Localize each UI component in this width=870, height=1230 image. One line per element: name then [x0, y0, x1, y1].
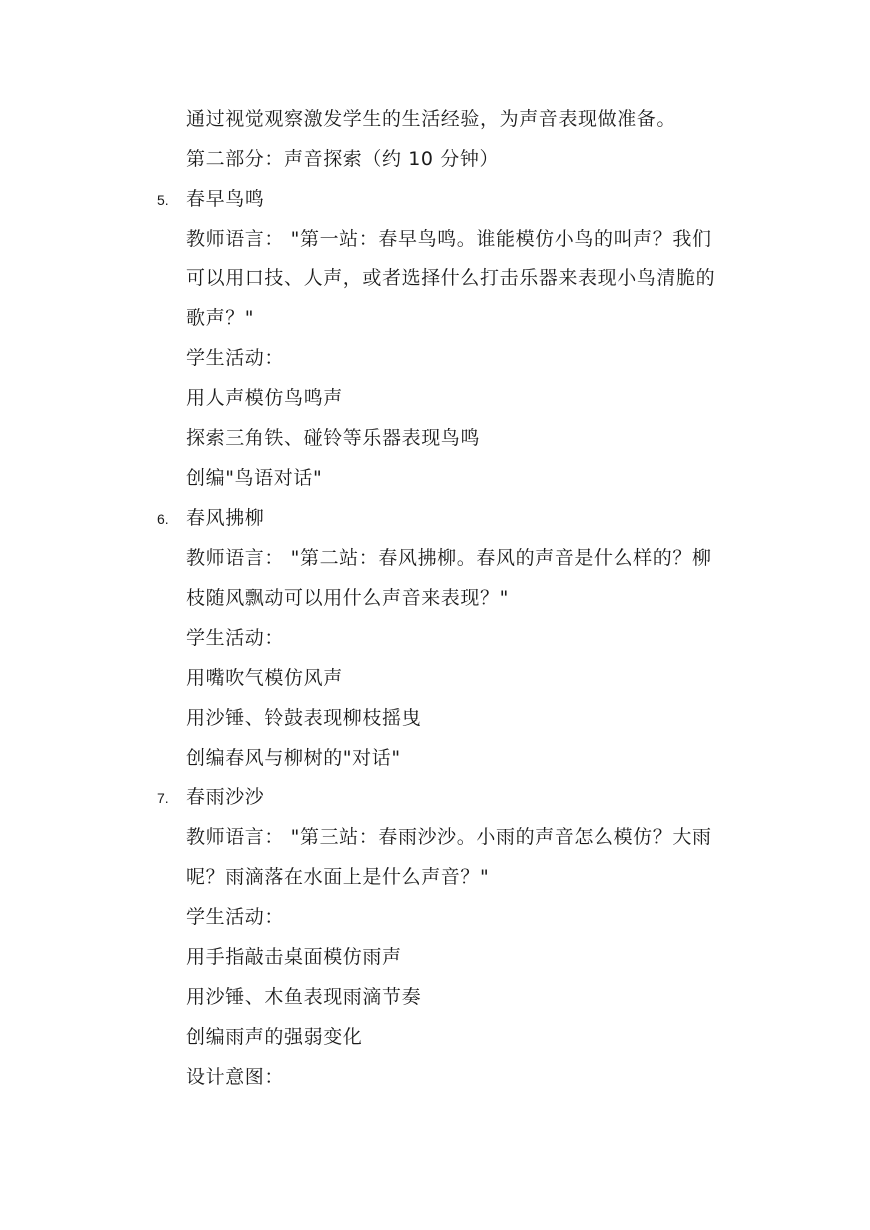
teacher-speech-line: 歌声？": [186, 307, 255, 329]
teacher-speech-line: 教师语言： "第一站：春早鸟鸣。谁能模仿小鸟的叫声？我们: [186, 228, 712, 250]
activity-item: 用人声模仿鸟鸣声: [186, 387, 343, 409]
student-activity-label: 学生活动：: [186, 347, 285, 369]
list-number: 6.: [157, 511, 169, 527]
activity-item: 创编"鸟语对话": [186, 467, 323, 489]
activity-item: 用手指敲击桌面模仿雨声: [186, 946, 402, 968]
activity-item: 用沙锤、铃鼓表现柳枝摇曳: [186, 707, 422, 729]
teacher-speech-line: 枝随风飘动可以用什么声音来表现？": [186, 587, 509, 609]
student-activity-label: 学生活动：: [186, 627, 285, 649]
part-two-heading: 第二部分：声音探索（约 10 分钟）: [186, 148, 500, 170]
activity-item: 创编春风与柳树的"对话": [186, 747, 401, 769]
teacher-speech-line: 呢？雨滴落在水面上是什么声音？": [186, 866, 490, 888]
teacher-speech-line: 教师语言： "第三站：春雨沙沙。小雨的声音怎么模仿？大雨: [186, 826, 712, 848]
student-activity-label: 学生活动：: [186, 906, 285, 928]
activity-item: 用沙锤、木鱼表现雨滴节奏: [186, 986, 422, 1008]
intro-line: 通过视觉观察激发学生的生活经验，为声音表现做准备。: [186, 108, 677, 130]
section-title: 春雨沙沙: [186, 786, 265, 808]
teacher-speech-line: 教师语言： "第二站：春风拂柳。春风的声音是什么样的？柳: [186, 547, 712, 569]
list-number: 5.: [157, 192, 169, 208]
section-title: 春早鸟鸣: [186, 188, 265, 210]
activity-item: 创编雨声的强弱变化: [186, 1026, 363, 1048]
section-title: 春风拂柳: [186, 507, 265, 529]
activity-item: 探索三角铁、碰铃等乐器表现鸟鸣: [186, 427, 481, 449]
activity-item: 用嘴吹气模仿风声: [186, 667, 343, 689]
teacher-speech-line: 可以用口技、人声，或者选择什么打击乐器来表现小鸟清脆的: [186, 267, 716, 289]
design-intent-label: 设计意图：: [186, 1066, 285, 1088]
list-number: 7.: [157, 790, 169, 806]
